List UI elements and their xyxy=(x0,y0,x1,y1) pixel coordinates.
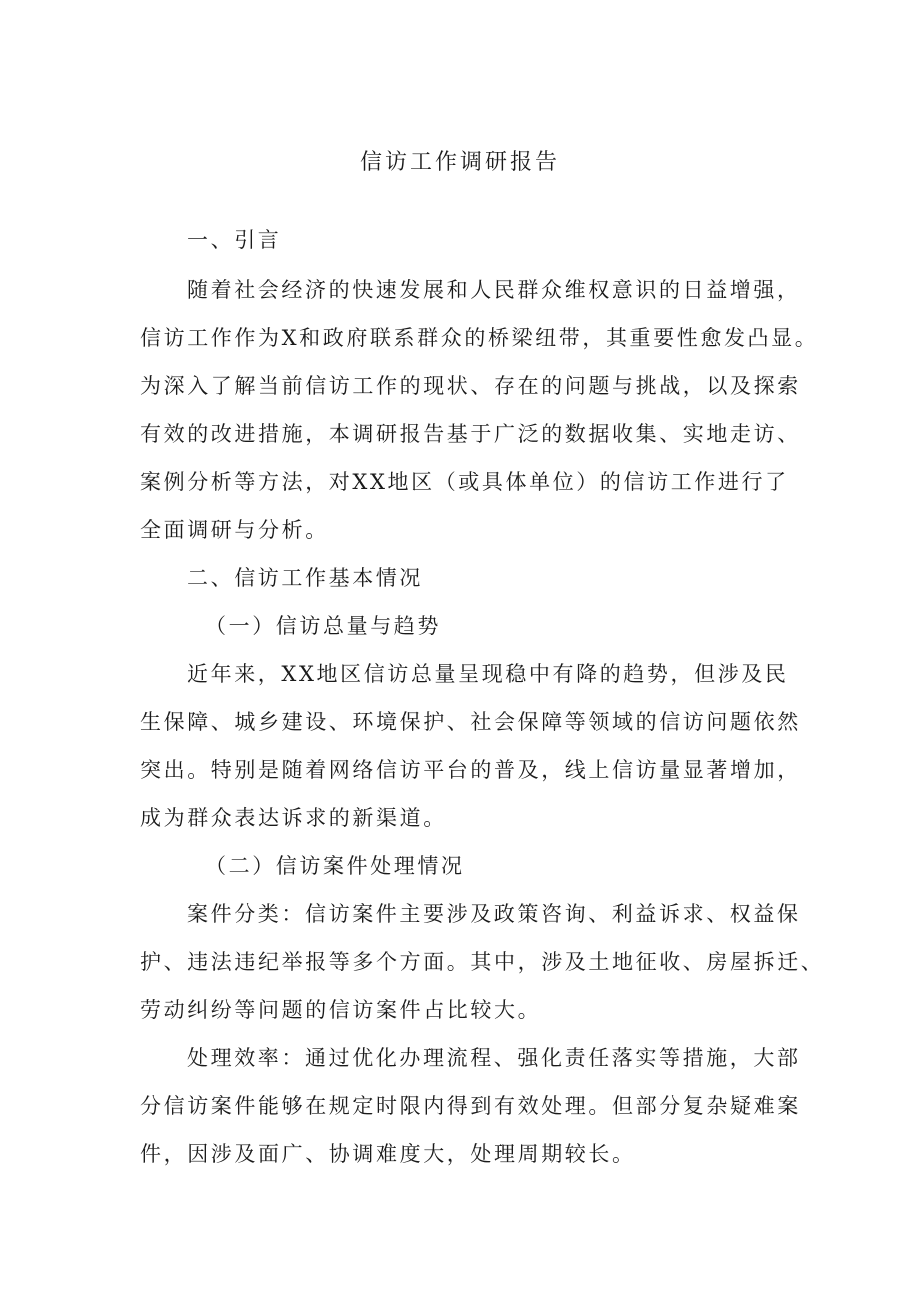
paragraph-line: 突出。特别是随着网络信访平台的普及，线上信访量显著增加， xyxy=(140,758,801,782)
paragraph-line: 成为群众表达诉求的新渠道。 xyxy=(140,806,447,830)
paragraph-line: 近年来，XX地区信访总量呈现稳中有降的趋势，但涉及民 xyxy=(187,662,789,686)
paragraph-line: 护、违法违纪举报等多个方面。其中，涉及土地征收、房屋拆迁、 xyxy=(140,950,825,974)
section-heading-basic-situation: 二、信访工作基本情况 xyxy=(187,566,423,590)
paragraph-line: 全面调研与分析。 xyxy=(140,518,329,542)
paragraph-line: 生保障、城乡建设、环境保护、社会保障等领域的信访问题依然 xyxy=(140,710,801,734)
subsection-heading-case-handling: （二）信访案件处理情况 xyxy=(205,854,465,878)
paragraph-line: 随着社会经济的快速发展和人民群众维权意识的日益增强， xyxy=(187,278,801,302)
section-heading-introduction: 一、引言 xyxy=(187,228,282,252)
paragraph-line: 劳动纠纷等问题的信访案件占比较大。 xyxy=(140,998,542,1022)
paragraph-line: 案例分析等方法，对XX地区（或具体单位）的信访工作进行了 xyxy=(140,470,789,494)
subsection-heading-volume-trend: （一）信访总量与趋势 xyxy=(205,614,441,638)
document-title: 信访工作调研报告 xyxy=(359,150,560,175)
paragraph-line: 处理效率：通过优化办理流程、强化责任落实等措施，大部 xyxy=(187,1046,801,1070)
paragraph-line: 有效的改进措施，本调研报告基于广泛的数据收集、实地走访、 xyxy=(140,422,801,446)
paragraph-line: 为深入了解当前信访工作的现状、存在的问题与挑战，以及探索 xyxy=(140,374,801,398)
paragraph-line: 案件分类：信访案件主要涉及政策咨询、利益诉求、权益保 xyxy=(187,902,801,926)
paragraph-line: 分信访案件能够在规定时限内得到有效处理。但部分复杂疑难案 xyxy=(140,1094,801,1118)
paragraph-line: 件，因涉及面广、协调难度大，处理周期较长。 xyxy=(140,1142,636,1166)
paragraph-line: 信访工作作为X和政府联系群众的桥梁纽带，其重要性愈发凸显。 xyxy=(140,326,819,350)
